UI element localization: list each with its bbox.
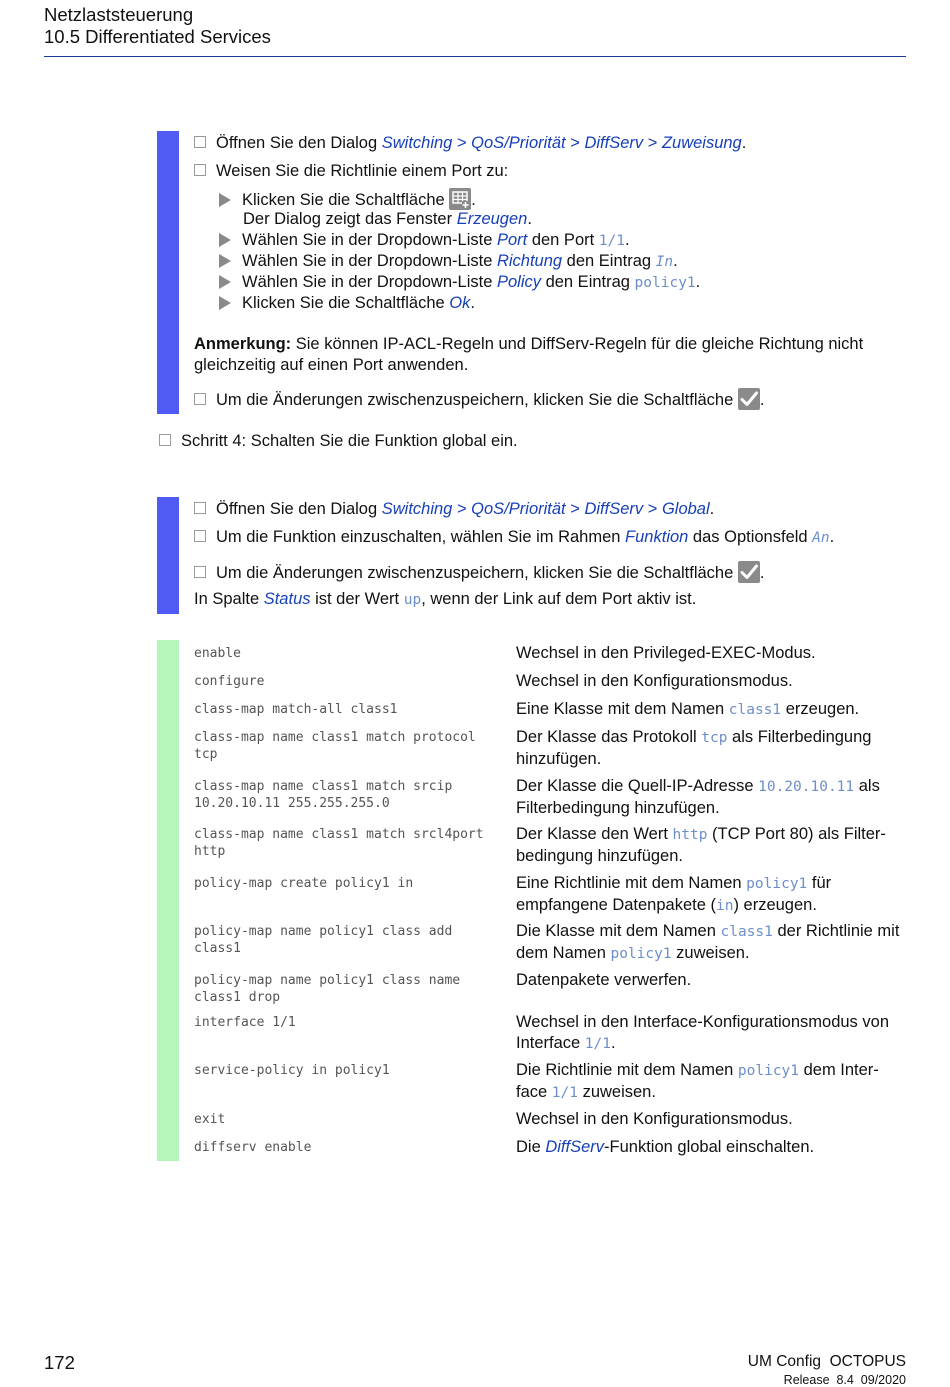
step-open-dialog: Öffnen Sie den Dialog Switching > QoS/Priorität > DiffServ > Zuweisung. bbox=[194, 133, 746, 154]
cli-description: Die Klasse mit dem Namen class1 der Richtlinie mit dem Namen policy1 zuweisen. bbox=[516, 922, 900, 962]
step-open-global: Öffnen Sie den Dialog Switching > QoS/Priorität > DiffServ > Global. bbox=[194, 499, 714, 520]
cli-description: Wechsel in den Konfigurationsmodus. bbox=[516, 1110, 793, 1128]
substep-select-port: Wählen Sie in der Dropdown-Liste Port den Port 1/1. bbox=[219, 230, 630, 252]
section-title: 10.5 Differentiated Services bbox=[44, 26, 271, 47]
checkbox-icon bbox=[194, 393, 206, 405]
cli-description: Der Klasse den Wert http (TCP Port 80) als Filter-bedingung hinzufügen. bbox=[516, 825, 886, 865]
cli-command: class-map match-all class1 bbox=[194, 702, 398, 717]
cli-description: Eine Klasse mit dem Namen class1 erzeugen. bbox=[516, 700, 860, 718]
cli-command: service-policy in policy1 bbox=[194, 1063, 390, 1078]
cli-description: Eine Richtlinie mit dem Namen policy1 für empfangene Datenpakete (in) erzeugen. bbox=[516, 874, 832, 914]
cli-command: exit bbox=[194, 1112, 226, 1127]
note-line-1: Anmerkung: Sie können IP-ACL-Regeln und DiffServ-Regeln für die gleiche Richtung nicht bbox=[194, 335, 864, 353]
substep-select-direction: Wählen Sie in der Dropdown-Liste Richtung den Eintrag In. bbox=[219, 251, 678, 273]
window-erzeugen: Erzeugen bbox=[456, 210, 528, 228]
checkbox-icon bbox=[194, 502, 206, 514]
cli-command: policy-map name policy1 class add class1 bbox=[194, 924, 453, 956]
substep-click-create: Klicken Sie die Schaltfläche . bbox=[219, 188, 476, 211]
chapter-title: Netzlaststeuerung bbox=[44, 4, 194, 25]
cli-description: Der Klasse die Quell-IP-Adresse 10.20.10.11 als Filterbedingung hinzufügen. bbox=[516, 777, 880, 817]
path-zuweisung: Zuweisung bbox=[661, 134, 742, 152]
cli-command: class-map name class1 match srcl4port http bbox=[194, 827, 484, 859]
triangle-bullet-icon bbox=[219, 233, 231, 247]
cli-command: configure bbox=[194, 674, 265, 689]
cli-description: Wechsel in den Privileged-EXEC-Modus. bbox=[516, 644, 816, 662]
checkbox-icon bbox=[194, 566, 206, 578]
cli-description: Der Klasse das Protokoll tcp als Filterbedingung hinzufügen. bbox=[516, 728, 872, 768]
cli-command: policy-map name policy1 class name class1 drop bbox=[194, 973, 461, 1005]
cli-command: diffserv enable bbox=[194, 1140, 312, 1155]
header-rule bbox=[44, 56, 906, 57]
save-checkmark-icon[interactable] bbox=[738, 388, 760, 410]
path-qos: QoS/Priorität bbox=[471, 134, 566, 152]
ok-button-ref: Ok bbox=[449, 294, 471, 312]
triangle-bullet-icon bbox=[219, 296, 231, 310]
substep-dialog-shows: Der Dialog zeigt das Fenster Erzeugen. bbox=[243, 210, 532, 228]
triangle-bullet-icon bbox=[219, 254, 231, 268]
create-table-icon[interactable] bbox=[449, 188, 471, 210]
release-info: Release 8.4 09/2020 bbox=[783, 1373, 906, 1387]
checkbox-icon bbox=[159, 434, 171, 446]
substep-click-ok: Klicken Sie die Schaltfläche Ok. bbox=[219, 293, 475, 314]
cli-command: class-map name class1 match srcip 10.20.10.11 255.255.255.0 bbox=[194, 779, 453, 811]
path-switching: Switching bbox=[381, 134, 453, 152]
cli-description: Wechsel in den Konfigurationsmodus. bbox=[516, 672, 793, 690]
status-info: In Spalte Status ist der Wert up, wenn der Link auf dem Port aktiv ist. bbox=[194, 590, 697, 608]
document-title: UM Config OCTOPUS bbox=[747, 1353, 906, 1370]
cli-command: enable bbox=[194, 646, 241, 661]
path-diffserv: DiffServ bbox=[584, 134, 644, 152]
cli-command: interface 1/1 bbox=[194, 1015, 296, 1030]
step-enable-function: Um die Funktion einzuschalten, wählen Sie im Rahmen Funktion das Optionsfeld An. bbox=[194, 527, 834, 549]
cli-description: Die DiffServ-Funktion global einschalten. bbox=[516, 1138, 815, 1156]
triangle-bullet-icon bbox=[219, 193, 231, 207]
triangle-bullet-icon bbox=[219, 275, 231, 289]
cli-description: Wechsel in den Interface-Konfigurationsmodus von Interface 1/1. bbox=[516, 1013, 889, 1052]
cli-command: policy-map create policy1 in bbox=[194, 876, 414, 891]
step-save-2: Um die Änderungen zwischenzuspeichern, klicken Sie die Schaltfläche . bbox=[194, 561, 764, 584]
note-line-2: gleichzeitig auf einen Port anwenden. bbox=[194, 356, 469, 374]
step-4: Schritt 4: Schalten Sie die Funktion global ein. bbox=[159, 431, 518, 452]
save-checkmark-icon[interactable] bbox=[738, 561, 760, 583]
cli-description: Die Richtlinie mit dem Namen policy1 dem Inter-face 1/1 zuweisen. bbox=[516, 1061, 879, 1101]
instruction-bar bbox=[157, 131, 179, 414]
cli-bar bbox=[157, 640, 179, 1161]
instruction-bar bbox=[157, 497, 179, 614]
checkbox-icon bbox=[194, 530, 206, 542]
step-assign-policy: Weisen Sie die Richtlinie einem Port zu: bbox=[194, 161, 508, 182]
page-number: 172 bbox=[44, 1352, 75, 1373]
substep-select-policy: Wählen Sie in der Dropdown-Liste Policy den Eintrag policy1. bbox=[219, 272, 700, 294]
checkbox-icon bbox=[194, 136, 206, 148]
cli-command: class-map name class1 match protocol tcp bbox=[194, 730, 476, 762]
step-save-1: Um die Änderungen zwischenzuspeichern, klicken Sie die Schaltfläche . bbox=[194, 388, 764, 411]
checkbox-icon bbox=[194, 164, 206, 176]
cli-description: Datenpakete verwerfen. bbox=[516, 971, 692, 989]
